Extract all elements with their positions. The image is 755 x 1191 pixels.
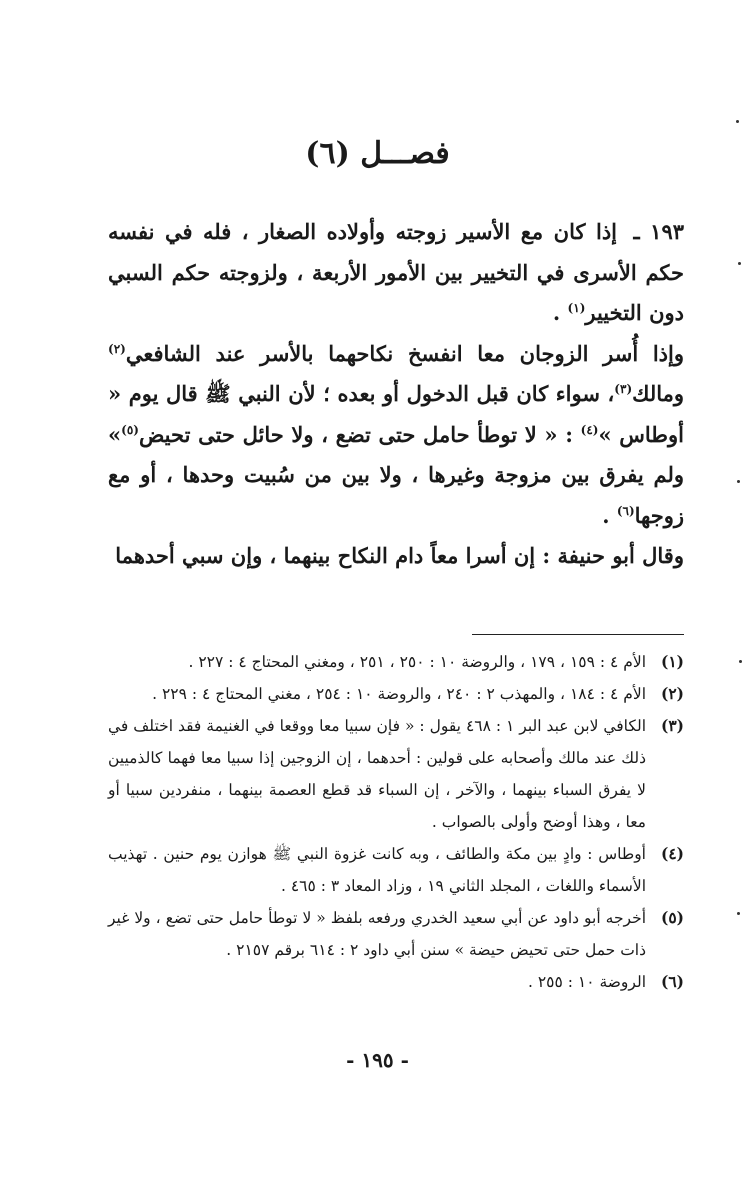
text-line: إذا كان مع الأسير زوجته وأولاده الصغار ، فله في نفسه حكم <box>108 219 685 285</box>
footnote-item <box>108 838 684 902</box>
footnote-number: (١) <box>660 652 684 671</box>
paragraph-abu-hanifa <box>108 536 684 577</box>
footnote-ref: (٤) <box>580 422 599 437</box>
footnote-number: (٤) <box>660 844 684 863</box>
chapter-heading: فصـــل (٦) <box>305 136 450 171</box>
text-line: التخيير <box>585 300 642 325</box>
scan-speck <box>737 912 740 915</box>
text-line: زوجها <box>634 502 684 528</box>
footnote-item <box>108 710 684 838</box>
footnote-item <box>108 902 684 966</box>
main-text <box>108 212 684 577</box>
footnote-number: (٥) <box>660 908 684 927</box>
text-line: الأسرى في التخيير بين الأمور الأربعة ، ولزوجته حكم السبي دون <box>108 259 684 325</box>
footnote-text: الكافي لابن عبد البر ١ : ٤٦٨ يقول : « فإن سبيا معا ووقعا في الغنيمة فقد اختلف في ذلك عند مالك وأصحابه على قولين : أحدهما ، إن الزوجين إذا سبيا معا فهما كالذميين لا يفرق السباء بينهما ، والآخر ، إن السباء قد قطع العصمة بينهما ، منفردين سبيا أو معا ، وهذا أوضح وأولى بالصواب . <box>108 717 646 831</box>
footnote-number: (٢) <box>660 684 684 703</box>
scan-speck <box>738 262 741 265</box>
paragraph-captives <box>108 334 684 537</box>
section-number: ١٩٣ ـ <box>633 219 685 244</box>
page-number: - ١٩٥ - <box>346 1048 409 1072</box>
text-line: : « لا توطأ حامل حتى تضع ، ولا حائل حتى تحيض <box>138 421 573 447</box>
text-line: ولم يفرق بين مزوجة وغيرها ، ولا بين من سُبيت وحدها ، أو مع <box>108 462 684 487</box>
text-line: . <box>552 300 568 325</box>
scan-speck <box>736 120 739 123</box>
footnote-separator <box>472 634 684 635</box>
footnote-ref: (٢) <box>108 341 126 356</box>
footnote-ref: (١) <box>567 301 586 315</box>
text-line: . <box>602 502 617 528</box>
text-line: ومالك <box>632 381 685 406</box>
footnote-text: الروضة ١٠ : ٢٥٥ . <box>527 973 646 991</box>
text-line: ، سواء كان قبل الدخول أو بعده ؛ لأن النبي ﷺ قال يوم <box>128 381 615 406</box>
text-line: وقال أبو حنيفة : إن أسرا معاً دام النكاح بينهما ، وإن سبي أحدهما <box>115 543 684 568</box>
scan-speck <box>739 660 742 663</box>
paragraph-193 <box>108 212 684 334</box>
scan-speck <box>737 480 740 483</box>
footnote-item <box>108 646 684 678</box>
footnote-ref: (٦) <box>616 503 635 518</box>
text-line: « أوطاس » <box>108 381 684 447</box>
footnote-ref: (٣) <box>614 382 633 396</box>
footnote-text: الأم ٤ : ١٥٩ ، ١٧٩ ، والروضة ١٠ : ٢٥٠ ، ٢٥١ ، ومغني المحتاج ٤ : ٢٢٧ . <box>188 653 646 671</box>
footnote-number: (٣) <box>660 716 684 735</box>
text-line: وإذا أُسر الزوجان معا انفسخ نكاحهما بالأسر عند الشافعي <box>125 340 684 366</box>
footnote-item <box>108 966 684 998</box>
footnote-item <box>108 678 684 710</box>
footnotes <box>108 646 684 998</box>
footnote-text: أوطاس : وادٍ بين مكة والطائف ، وبه كانت غزوة النبي ﷺ هوازن يوم حنين . تهذيب الأسماء واللغات ، المجلد الثاني ١٩ ، وزاد المعاد ٣ : ٤٦٥ . <box>108 845 646 895</box>
footnote-text: الأم ٤ : ١٨٤ ، والمهذب ٢ : ٢٤٠ ، والروضة ١٠ : ٢٥٤ ، مغني المحتاج ٤ : ٢٢٩ . <box>152 685 646 703</box>
text-line: » <box>108 421 122 447</box>
footnote-text: أخرجه أبو داود عن أبي سعيد الخدري ورفعه بلفظ « لا توطأ حامل حتى تضع ، ولا غير ذات حمل حتى تحيض حيضة » سنن أبي داود ٢ : ٦١٤ برقم ٢١٥٧ . <box>108 909 646 959</box>
footnote-number: (٦) <box>660 972 684 991</box>
footnote-ref: (٥) <box>121 422 139 437</box>
